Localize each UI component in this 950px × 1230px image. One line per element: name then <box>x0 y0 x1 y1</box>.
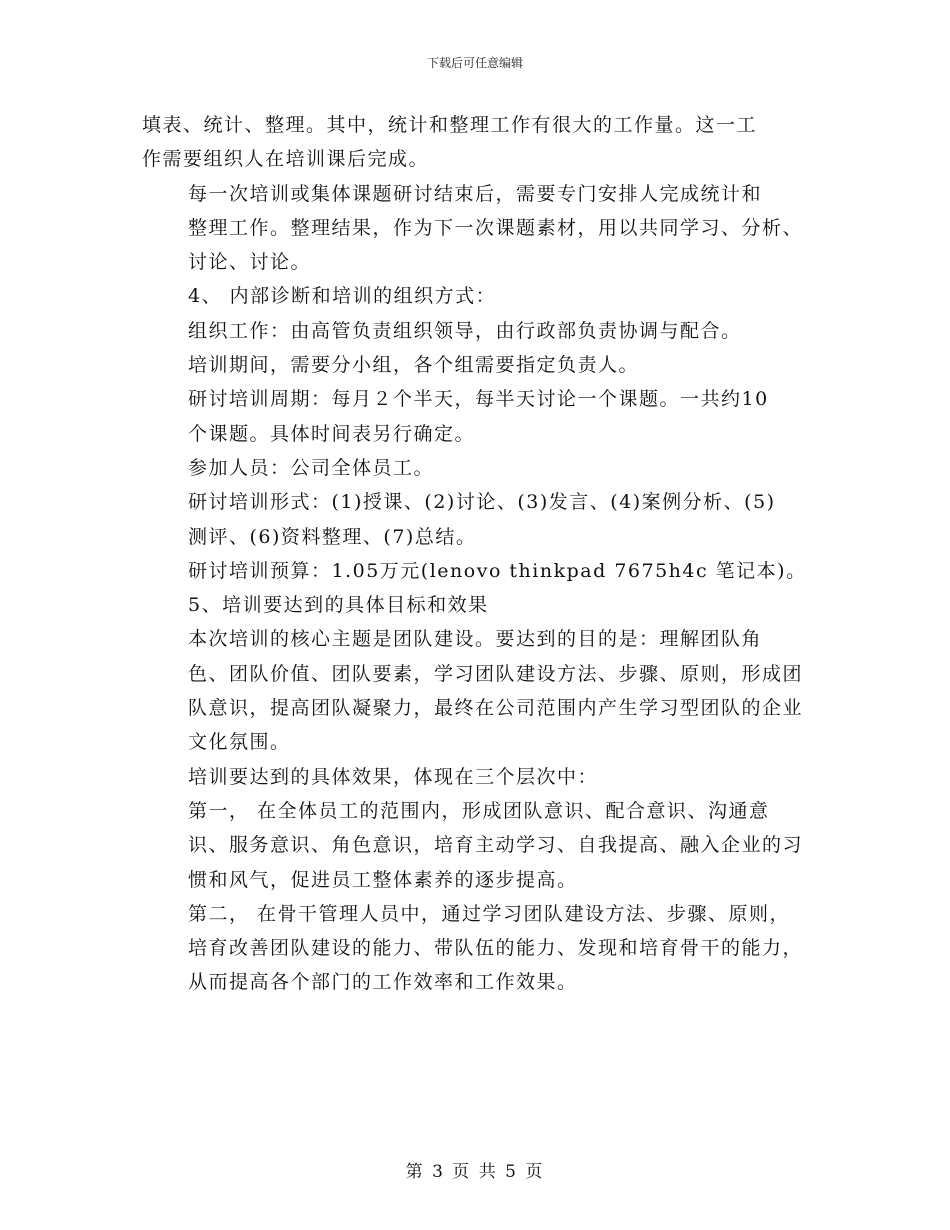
paragraph <box>142 314 822 348</box>
paragraph <box>142 588 822 622</box>
text-line: 惯和风气，促进员工整体素养的逐步提高。 <box>188 868 578 891</box>
text-line: 5、培训要达到的具体目标和效果 <box>188 594 489 617</box>
text-line: 从而提高各个部门的工作效率和工作效果。 <box>188 971 578 994</box>
paragraph <box>142 108 822 177</box>
text-line: 讨论、讨论。 <box>188 251 312 274</box>
text-line: 参加人员：公司全体员工。 <box>188 456 435 479</box>
text-line: 4、 内部诊断和培训的组织方式： <box>188 285 497 308</box>
paragraph <box>142 177 822 280</box>
paragraph <box>142 485 822 554</box>
page-footer: 第 3 页 共 5 页 <box>405 1162 545 1182</box>
text-line: 培训要达到的具体效果，体现在三个层次中： <box>188 765 599 788</box>
text-line: 色、团队价值、团队要素，学习团队建设方法、步骤、原则，形成团 <box>188 662 804 685</box>
text-line: 整理工作。整理结果，作为下一次课题素材，用以共同学习、分析、 <box>188 216 804 239</box>
paragraph <box>142 554 822 588</box>
text-line: 研讨培训周期：每月２个半天，每半天讨论一个课题。一共约10 <box>188 388 769 411</box>
text-line: 识、服务意识、角色意识，培育主动学习、自我提高、融入企业的习 <box>188 834 804 857</box>
text-line: 填表、统计、整理。其中，统计和整理工作有很大的工作量。这一工 <box>142 114 758 136</box>
text-line: 队意识，提高团队凝聚力，最终在公司范围内产生学习型团队的企业 <box>188 697 804 720</box>
text-line: 每一次培训或集体课题研讨结束后，需要专门安排人完成统计和 <box>188 182 763 205</box>
paragraph <box>142 760 822 794</box>
text-line: 研讨培训形式：(1)授课、(2)讨论、(3)发言、(4)案例分析、(5) <box>188 491 776 514</box>
page-header: 下载后可任意编辑 <box>426 56 523 70</box>
text-line: 研讨培训预算：1.05万元(lenovo thinkpad 7675h4c 笔记本)。 <box>188 559 807 582</box>
paragraph <box>142 622 822 759</box>
paragraph <box>142 897 822 1000</box>
paragraph <box>142 348 822 382</box>
paragraph <box>142 382 822 451</box>
text-line: 第二， 在骨干管理人员中，通过学习团队建设方法、步骤、原则， <box>188 902 791 925</box>
text-line: 测评、(6)资料整理、(7)总结。 <box>188 525 477 548</box>
document-body <box>142 108 822 1000</box>
text-line: 作需要组织人在培训课后完成。 <box>142 148 430 171</box>
paragraph <box>142 451 822 485</box>
paragraph <box>142 279 822 313</box>
text-line: 培育改善团队建设的能力、带队伍的能力、发现和培育骨干的能力， <box>188 937 804 960</box>
text-line: 培训期间，需要分小组，各个组需要指定负责人。 <box>188 354 640 377</box>
paragraph <box>142 794 822 897</box>
text-line: 个课题。具体时间表另行确定。 <box>188 422 476 445</box>
text-line: 组织工作：由高管负责组织领导，由行政部负责协调与配合。 <box>188 319 742 342</box>
text-line: 文化氛围。 <box>188 731 291 754</box>
text-line: 本次培训的核心主题是团队建设。要达到的目的是：理解团队角 <box>188 628 763 651</box>
text-line: 第一， 在全体员工的范围内，形成团队意识、配合意识、沟通意 <box>188 799 770 822</box>
